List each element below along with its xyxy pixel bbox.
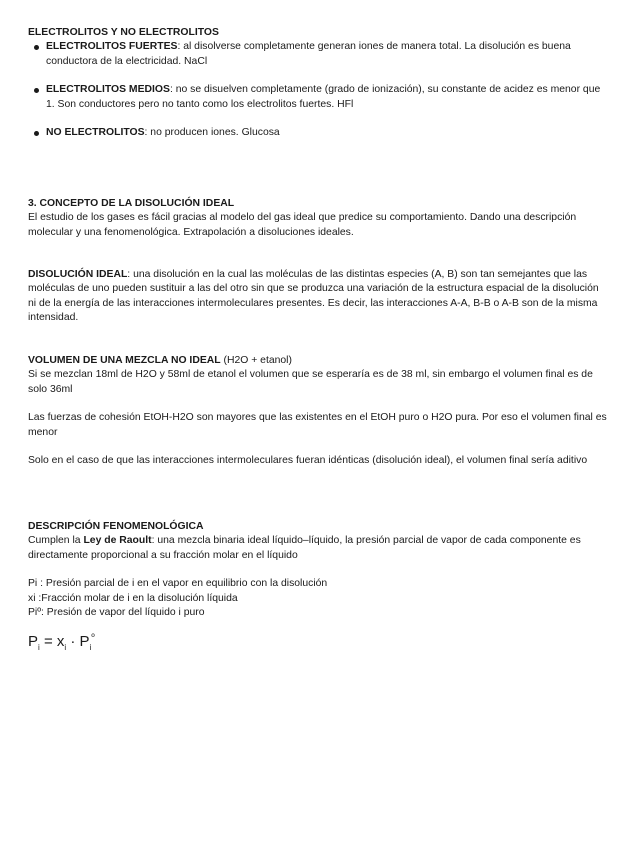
formula-part: i	[89, 643, 92, 653]
formula-part: · P	[66, 633, 90, 651]
paragraph: Si se mezclan 18ml de H2O y 58ml de etanol el volumen que se esperaría es de 38 ml, sin embargo el volumen final es de solo 36ml	[28, 369, 593, 395]
section-disolucion-ideal	[28, 268, 608, 326]
section-concepto	[28, 197, 608, 240]
list-item-text: : no producen iones. Glucosa	[144, 127, 280, 139]
term: DISOLUCIÓN IDEAL	[28, 269, 128, 280]
formula-part: i	[38, 643, 40, 653]
section-volumen	[28, 354, 608, 468]
electrolitos-list	[28, 40, 608, 140]
list-item-text: : al disolverse completamente generan iones de manera total. La disolución es buena conductora de la electricidad. NaCl	[46, 41, 571, 67]
formula-part: i	[64, 643, 67, 653]
formula-part: º	[91, 632, 95, 643]
list-item-term: NO ELECTROLITOS	[46, 127, 145, 139]
formula-part: P	[28, 633, 39, 651]
section-electrolitos	[28, 26, 608, 140]
list-item	[28, 83, 608, 112]
list-item	[28, 126, 608, 140]
paragraph: Las fuerzas de cohesión EtOH-H2O son mayores que las existentes en el EtOH puro o H2O pura. Por eso el volumen final es menor	[28, 412, 607, 438]
paragraph	[28, 534, 608, 563]
paragraph-text: : una disolución en la cual las moléculas de las distintas especies (A, B) son tan semejantes que las moléculas de uno pueden sustituir a las del otro sin que se produzca una variación de la estructura espacial de la disolución ni de la energía de las interacciones intermoleculares presentes. Es decir, las interacciones A-A, B-B o A-B son de la misma intensidad.	[28, 269, 599, 324]
paragraph-text: Cumplen la	[28, 535, 84, 547]
list-item-term: ELECTROLITOS MEDIOS	[46, 84, 170, 96]
paragraph-text: : una mezcla binaria ideal líquido–líquido, la presión parcial de vapor de cada componente es directamente proporcional a su fracción molar en el líquido	[28, 535, 581, 561]
paragraph: Solo en el caso de que las interacciones intermoleculares fueran idénticas (disolución ideal), el volumen final sería aditivo	[28, 455, 588, 467]
section-title: 3. CONCEPTO DE LA DISOLUCIÓN IDEAL	[28, 198, 235, 209]
definition: Pi : Presión parcial de i en el vapor en equilibrio con la disolución	[28, 578, 328, 590]
section-title-note: (H2O + etanol)	[220, 355, 292, 366]
section-title: DESCRIPCIÓN FENOMENOLÓGICA	[28, 521, 204, 532]
paragraph	[28, 268, 608, 326]
definition: Piº: Presión de vapor del líquido i puro	[28, 607, 205, 619]
term: Ley de Raoult	[83, 535, 152, 547]
definition: xi :Fracción molar de i en la disolución líquida	[28, 592, 238, 604]
list-item	[28, 40, 608, 69]
section-fenomenologica	[28, 520, 608, 657]
section-title: VOLUMEN DE UNA MEZCLA NO IDEAL	[28, 355, 221, 366]
section-heading	[28, 354, 608, 368]
formula-part: = x	[39, 633, 65, 651]
raoult-formula	[28, 628, 608, 657]
section-title: ELECTROLITOS Y NO ELECTROLITOS	[28, 27, 219, 38]
list-item-term: ELECTROLITOS FUERTES	[46, 41, 178, 53]
list-item-text: : no se disuelven completamente (grado de ionización), su constante de acidez es menor que 1. Son conductores pero no tanto como los electrolitos fuertes. HFl	[46, 84, 601, 110]
paragraph: El estudio de los gases es fácil gracias al modelo del gas ideal que predice su comportamiento. Dando una descripción molecular y una fenomenológica. Extrapolación a disoluciones ideales.	[28, 212, 577, 238]
